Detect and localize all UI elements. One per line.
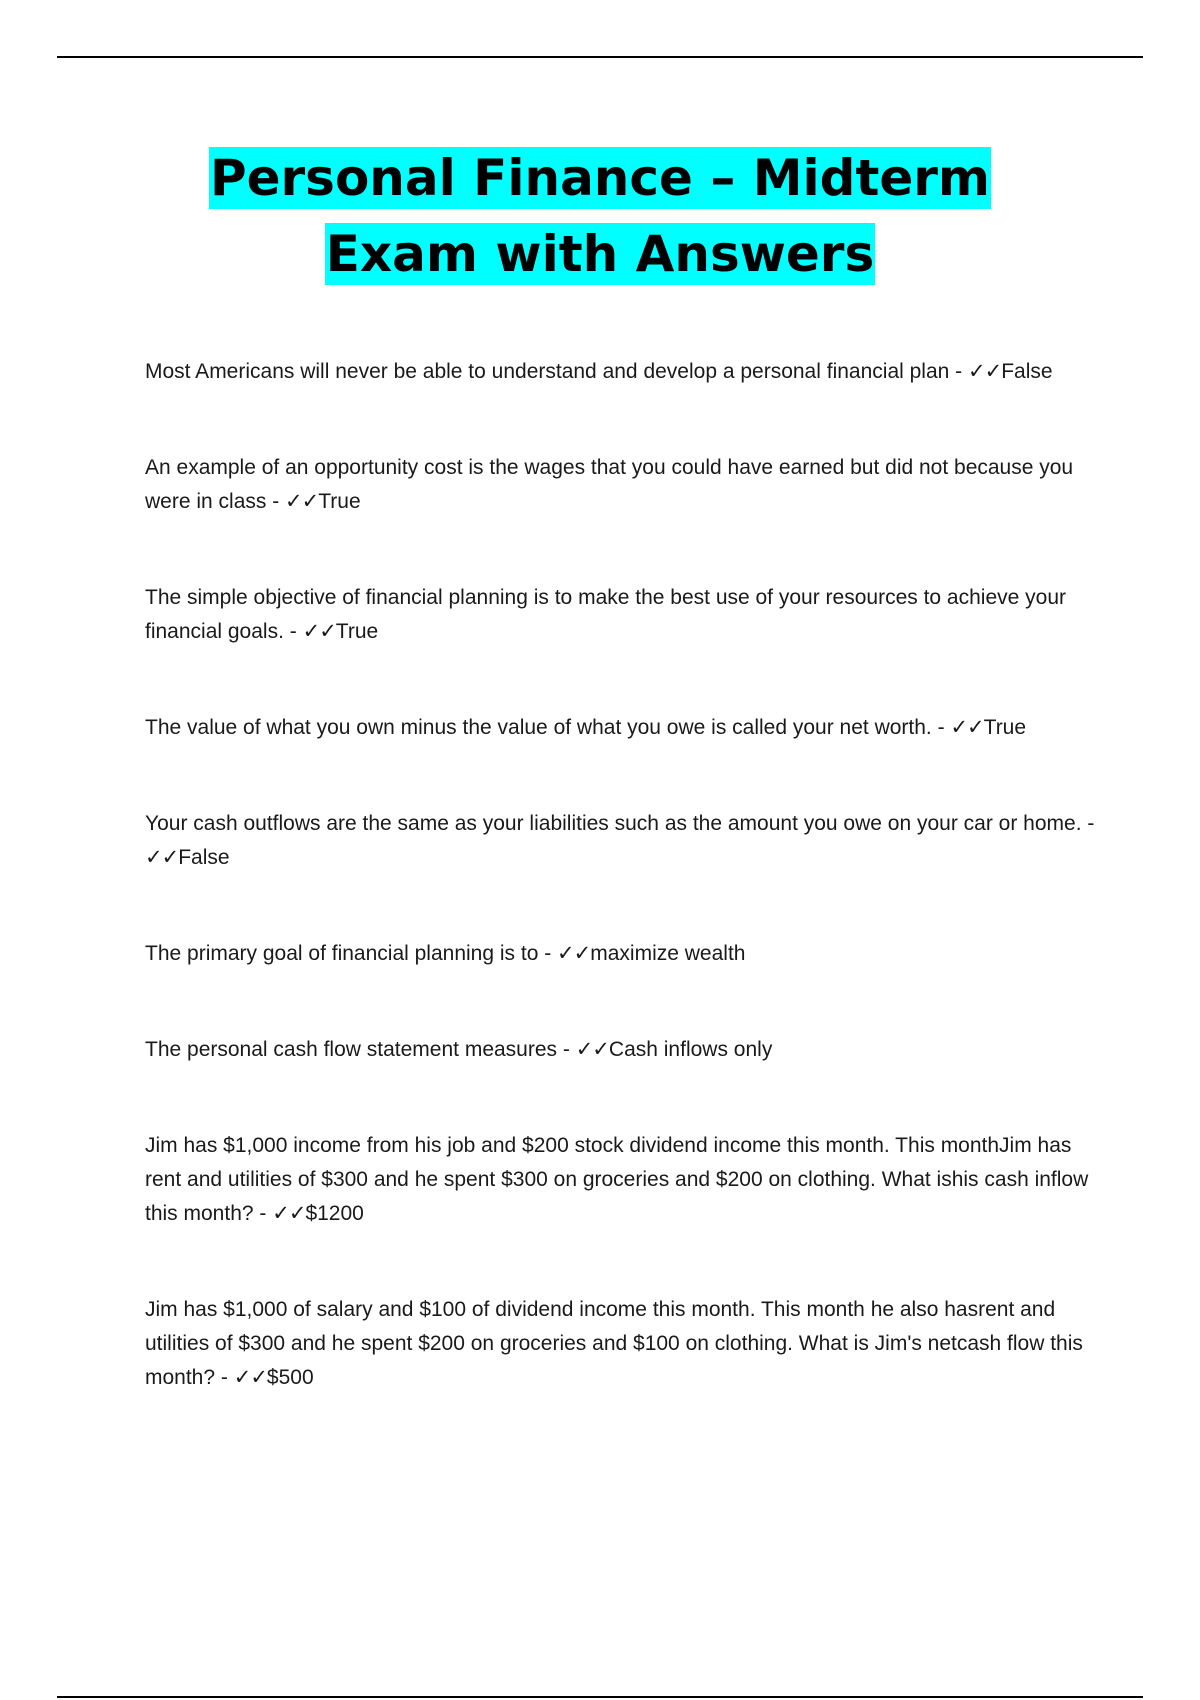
answer-text: True bbox=[335, 620, 379, 643]
question-text: The value of what you own minus the value of what you owe is called your net worth. - bbox=[145, 716, 951, 739]
qa-item bbox=[145, 1293, 1095, 1395]
double-check-icon: ✓✓ bbox=[302, 620, 336, 643]
answer-text: $1200 bbox=[305, 1202, 364, 1225]
bottom-rule bbox=[57, 1696, 1143, 1698]
double-check-icon: ✓✓ bbox=[575, 1038, 609, 1061]
answer-text: True bbox=[318, 490, 361, 513]
qa-item bbox=[145, 937, 1095, 971]
question-text: The personal cash flow statement measures - bbox=[145, 1038, 576, 1061]
qa-item bbox=[145, 581, 1095, 649]
question-text: The simple objective of financial planning is to make the best use of your resources to achieve your financial goals. - bbox=[145, 586, 1066, 643]
answer-text: False bbox=[178, 846, 230, 869]
question-text: An example of an opportunity cost is the wages that you could have earned but did not because you were in class - bbox=[145, 456, 1074, 513]
top-rule bbox=[57, 56, 1143, 58]
double-check-icon: ✓✓ bbox=[950, 716, 984, 739]
qa-item bbox=[145, 355, 1095, 389]
double-check-icon: ✓✓ bbox=[272, 1202, 306, 1225]
question-text: The primary goal of financial planning is to - bbox=[145, 942, 558, 965]
title-block bbox=[0, 140, 1200, 292]
qa-item bbox=[145, 807, 1095, 875]
qa-item bbox=[145, 1033, 1095, 1067]
answer-text: maximize wealth bbox=[590, 942, 746, 965]
question-text: Most Americans will never be able to understand and develop a personal financial plan - bbox=[145, 360, 968, 383]
document-title: Personal Finance – Midterm Exam with Answers bbox=[209, 149, 991, 283]
answer-text: Cash inflows only bbox=[608, 1038, 773, 1061]
double-check-icon: ✓✓ bbox=[233, 1366, 267, 1389]
double-check-icon: ✓✓ bbox=[557, 942, 591, 965]
qa-item bbox=[145, 451, 1095, 519]
double-check-icon: ✓✓ bbox=[145, 846, 179, 869]
answer-text: $500 bbox=[266, 1366, 314, 1389]
double-check-icon: ✓✓ bbox=[285, 490, 319, 513]
qa-item bbox=[145, 1129, 1095, 1231]
double-check-icon: ✓✓ bbox=[968, 360, 1002, 383]
question-text: Jim has $1,000 income from his job and $200 stock dividend income this month. This monthJim has rent and utilities of $300 and he spent $300 on groceries and $200 on clothing. What ishis cash inflow this month? - bbox=[145, 1134, 1089, 1225]
question-text: Your cash outflows are the same as your liabilities such as the amount you owe on your car or home. - bbox=[145, 812, 1095, 835]
qa-item bbox=[145, 711, 1095, 745]
answer-text: False bbox=[1001, 360, 1053, 383]
qa-list bbox=[145, 355, 1095, 1395]
question-text: Jim has $1,000 of salary and $100 of dividend income this month. This month he also hasrent and utilities of $300 and he spent $200 on groceries and $100 on clothing. What is Jim's netcash flow this month? - bbox=[145, 1298, 1083, 1389]
answer-text: True bbox=[983, 716, 1027, 739]
